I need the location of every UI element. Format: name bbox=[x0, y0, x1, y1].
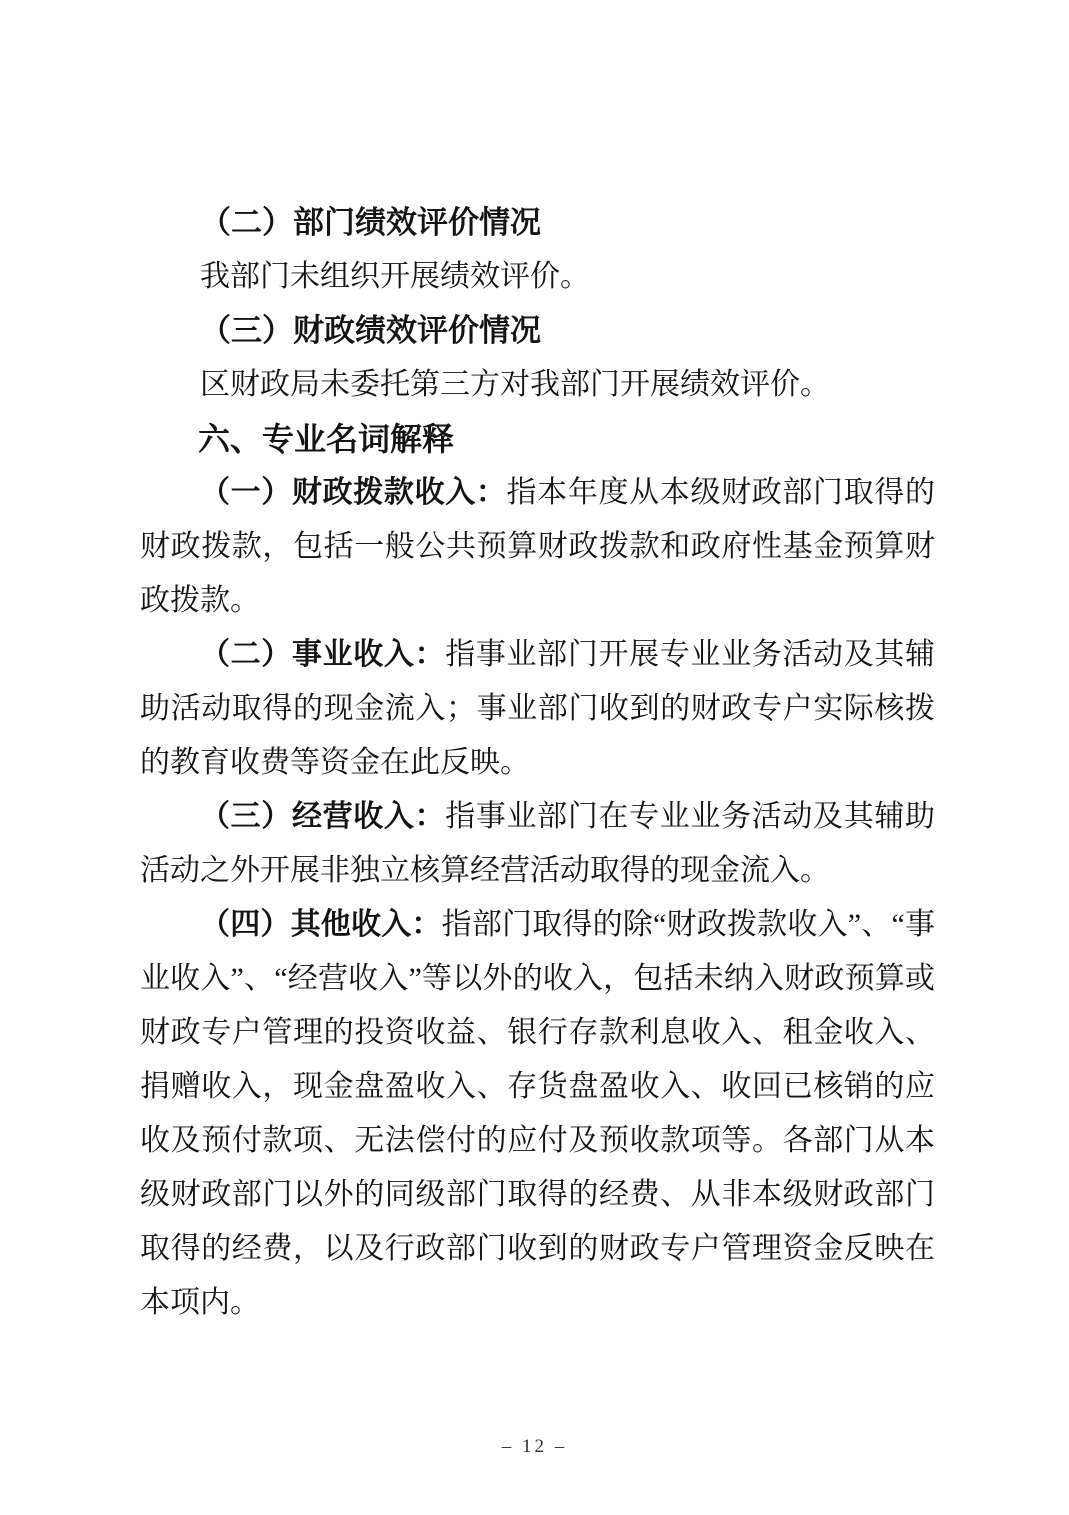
chapter-heading-terminology: 六、专业名词解释 bbox=[198, 421, 455, 457]
page-footer bbox=[0, 1436, 1069, 1458]
term-definition-business-income: 指事业部门在专业业务活动及其辅助活动之外开展非独立核算经营活动取得的现金流入。 bbox=[140, 800, 936, 887]
term-label-other-income: （四）其他收入： bbox=[200, 908, 442, 941]
paragraph-finance-performance-eval: 区财政局未委托第三方对我部门开展绩效评价。 bbox=[200, 368, 830, 401]
term-definition-operational-income: 指事业部门开展专业业务活动及其辅助活动取得的现金流入；事业部门收到的财政专户实际核拨的教育收费等资金在此反映。 bbox=[140, 638, 936, 779]
term-definition-fiscal-appropriation-income: 指本年度从本级财政部门取得的财政拨款，包括一般公共预算财政拨款和政府性基金预算财政拨款。 bbox=[140, 476, 936, 617]
document-content bbox=[140, 196, 935, 1330]
page-number: – 12 – bbox=[501, 1436, 568, 1457]
section-heading-finance-performance-eval: （三）财政绩效评价情况 bbox=[200, 313, 541, 348]
term-label-business-income: （三）经营收入： bbox=[200, 800, 446, 833]
term-label-operational-income: （二）事业收入： bbox=[200, 638, 446, 671]
term-paragraph-other-income bbox=[140, 898, 935, 1330]
term-definition-other-income: 指部门取得的除“财政拨款收入”、“事业收入”、“经营收入”等以外的收入，包括未纳入财政预算或财政专户管理的投资收益、银行存款利息收入、租金收入、捐赠收入，现金盘盈收入、存货盘盈收入、收回已核销的应收及预付款项、无法偿付的应付及预收款项等。各部门从本级财政部门以外的同级部门取得的经费、从非本级财政部门取得的经费，以及行政部门收到的财政专户管理资金反映在本项内。 bbox=[140, 908, 936, 1319]
term-paragraph-operational-income bbox=[140, 628, 935, 790]
term-paragraph-business-income bbox=[140, 790, 935, 898]
term-paragraph-fiscal-appropriation-income bbox=[140, 466, 935, 628]
section-heading-dept-performance-eval: （二）部门绩效评价情况 bbox=[200, 205, 541, 240]
term-label-fiscal-appropriation-income: （一）财政拨款收入： bbox=[200, 476, 507, 509]
paragraph-dept-performance-eval: 我部门未组织开展绩效评价。 bbox=[200, 260, 590, 293]
